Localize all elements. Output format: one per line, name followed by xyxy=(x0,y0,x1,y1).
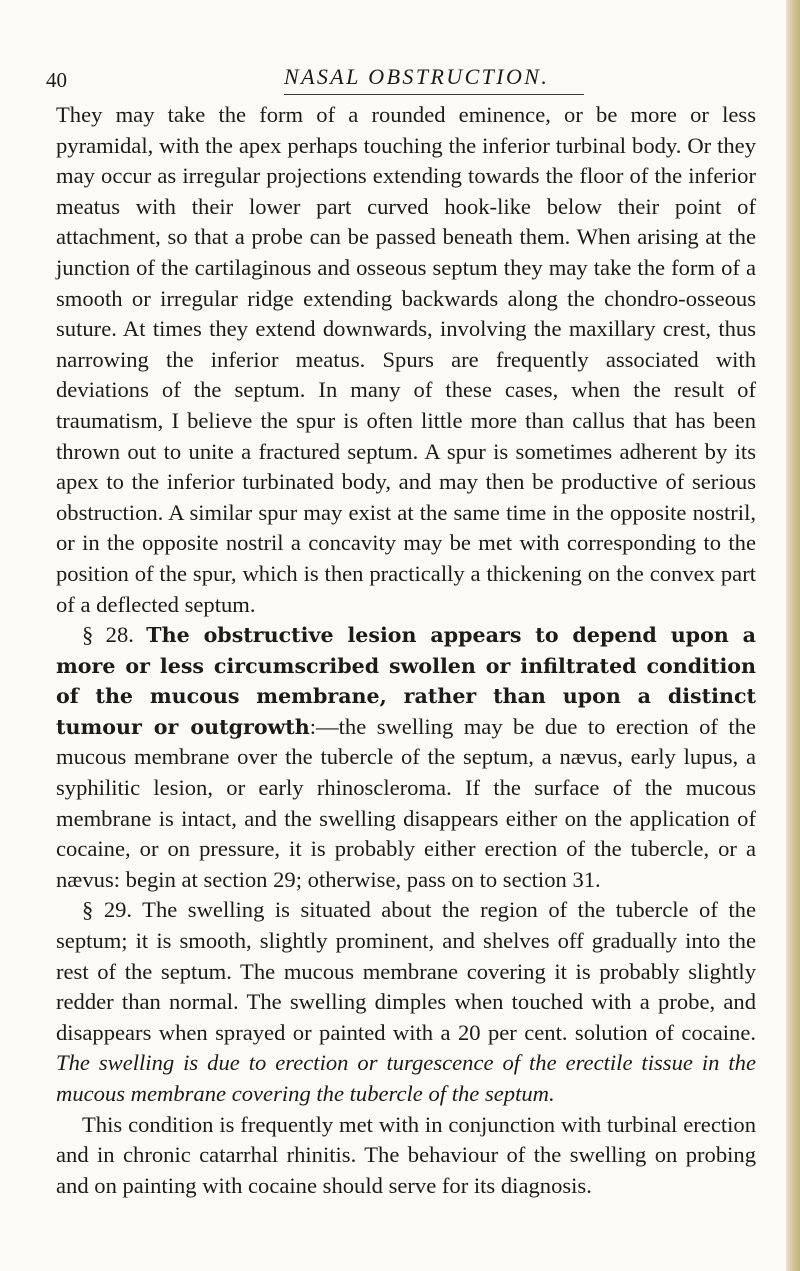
body-text xyxy=(56,100,756,1201)
section-28-text: :—the swelling may be due to erection of the mucous membrane over the tubercle of the septum, a nævus, early lupus, a syphilitic lesion, or early rhinoscleroma. If the surface of the mucous membrane is intact, and the swelling disappears either on the application of cocaine, or on pressure, it is probably either erection of the tubercle, or a nævus: begin at section 29; otherwise, pass on to section 31. xyxy=(56,713,756,892)
page-header xyxy=(46,58,746,94)
section-28-heading: The obstructive lesion appears to depend upon a more or less circumscribed swollen or infiltrated condition of the mucous membrane, rather than upon a distinct tumour or outgrowth xyxy=(56,623,757,739)
page-number: 40 xyxy=(46,68,67,92)
paragraph-diagnosis: This condition is frequently met with in conjunction with turbinal erection and in chronic catarrhal rhinitis. The behaviour of the swelling on probing and on painting with cocaine should serve for its diagnosis. xyxy=(56,1111,756,1198)
header-rule xyxy=(284,94,584,95)
section-29-text: § 29. The swelling is situated about the region of the tubercle of the septum; it is smooth, slightly prominent, and shelves off gradually into the rest of the septum. The mucous membrane covering it is probably slightly redder than normal. The swelling dimples when touched with a probe, and disappears when sprayed or painted with a 20 per cent. solution of cocaine. xyxy=(56,897,756,1045)
running-head: NASAL OBSTRUCTION. xyxy=(284,64,550,89)
paragraph-section-29 xyxy=(56,895,756,1109)
paragraph-spurs: They may take the form of a rounded eminence, or be more or less pyramidal, with the apex perhaps touching the inferior turbinal body. Or they may occur as irregular projections extending towards the floor of the inferior meatus with their lower part curved hook-like below their point of attachment, so that a probe can be passed beneath them. When arising at the junction of the cartilaginous and osseous septum they may take the form of a smooth or irregular ridge extending backwards along the chondro-osseous suture. At times they extend downwards, involving the maxillary crest, thus narrowing the inferior meatus. Spurs are frequently associated with deviations of the septum. In many of these cases, when the result of traumatism, I believe the spur is often little more than callus that has been thrown out to unite a fractured septum. A spur is sometimes adherent by its apex to the inferior turbinated body, and may then be productive of serious obstruction. A similar spur may exist at the same time in the opposite nostril, or in the opposite nostril a concavity may be met with corresponding to the position of the spur, which is then practically a thickening on the convex part of a deflected septum. xyxy=(56,102,756,617)
page-edge xyxy=(786,0,800,1271)
section-28-number: § 28. xyxy=(82,622,134,648)
paragraph-section-28 xyxy=(56,620,756,895)
section-29-conclusion: The swelling is due to erection or turgescence of the erectile tissue in the mucous membrane covering the tubercle of the septum. xyxy=(56,1050,756,1106)
